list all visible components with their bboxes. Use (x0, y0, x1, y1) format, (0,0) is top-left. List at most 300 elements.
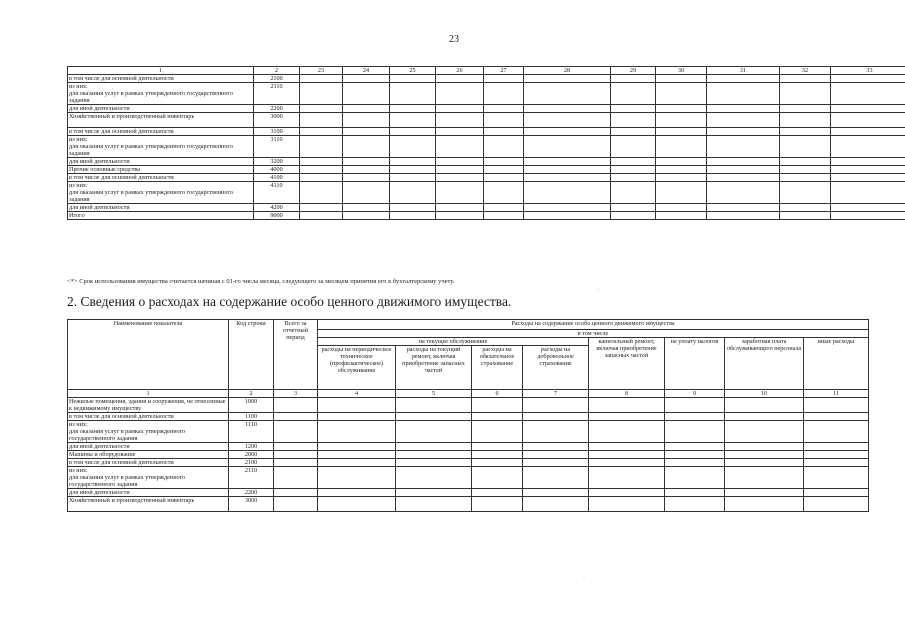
empty-cell (831, 83, 905, 105)
column-number: 10 (725, 390, 804, 398)
empty-cell (725, 497, 804, 512)
table-row (68, 158, 905, 166)
row-label: из них: для оказания услуг в рамках утвержденного государственного задания (68, 136, 254, 158)
empty-cell (472, 467, 523, 489)
empty-cell (390, 182, 436, 204)
section-title: 2. Сведения о расходах на содержание особо ценного движимого имущества. (67, 294, 512, 309)
empty-cell (707, 113, 780, 128)
empty-cell (589, 421, 665, 443)
empty-cell (436, 158, 484, 166)
empty-cell (665, 413, 725, 421)
empty-cell (524, 174, 611, 182)
column-number: 31 (707, 67, 780, 75)
table-row (68, 489, 869, 497)
empty-cell (804, 421, 869, 443)
row-label: для иной деятельности (68, 489, 229, 497)
empty-cell (436, 105, 484, 113)
table-row (68, 83, 905, 105)
empty-cell (523, 421, 589, 443)
row-code: 1000 (229, 398, 274, 413)
empty-cell (656, 204, 707, 212)
empty-cell (318, 459, 396, 467)
empty-cell (707, 212, 780, 220)
column-number: 2 (229, 390, 274, 398)
empty-cell (343, 75, 390, 83)
footnote: <*> Срок использования имущества считается начиная с 01-го числа месяца, следующего за месяцем принятия его к бухгалтерскому учету. (67, 278, 455, 285)
row-code: 3110 (254, 136, 300, 158)
row-label: в том числе для основной деятельности (68, 459, 229, 467)
column-numbers-row (68, 390, 869, 398)
empty-cell (390, 174, 436, 182)
empty-cell (656, 166, 707, 174)
row-code: 3000 (229, 497, 274, 512)
table-row (68, 75, 905, 83)
header-col-salary: заработная плата обслуживающего персонала (725, 338, 804, 390)
empty-cell (274, 398, 318, 413)
empty-cell (780, 83, 831, 105)
row-label: из них: для оказания услуг в рамках утвержденного государственного задания (68, 421, 229, 443)
empty-cell (665, 443, 725, 451)
empty-cell (343, 166, 390, 174)
table-row (68, 182, 905, 204)
empty-cell (396, 459, 472, 467)
row-label: из них: для оказания услуг в рамках утвержденного государственного задания (68, 182, 254, 204)
empty-cell (707, 204, 780, 212)
column-number: 23 (300, 67, 343, 75)
row-label: Хозяйственный и производственный инвентарь (68, 497, 229, 512)
empty-cell (611, 174, 656, 182)
empty-cell (804, 451, 869, 459)
empty-cell (831, 212, 905, 220)
empty-cell (611, 204, 656, 212)
column-number: 6 (472, 390, 523, 398)
row-code: 2100 (254, 75, 300, 83)
empty-cell (804, 489, 869, 497)
row-code: 3100 (254, 128, 300, 136)
empty-cell (524, 204, 611, 212)
empty-cell (656, 136, 707, 158)
empty-cell (343, 128, 390, 136)
empty-cell (780, 105, 831, 113)
empty-cell (472, 421, 523, 443)
row-code: 4000 (254, 166, 300, 174)
empty-cell (804, 413, 869, 421)
empty-cell (390, 75, 436, 83)
empty-cell (436, 212, 484, 220)
empty-cell (656, 128, 707, 136)
header-col-taxes: на уплату налогов (665, 338, 725, 390)
table-row (68, 443, 869, 451)
empty-cell (343, 174, 390, 182)
table-row (68, 174, 905, 182)
empty-cell (831, 136, 905, 158)
empty-cell (524, 113, 611, 128)
empty-cell (274, 459, 318, 467)
empty-cell (472, 413, 523, 421)
row-code: 2200 (229, 489, 274, 497)
scan-mark: · (583, 575, 585, 581)
empty-cell (611, 83, 656, 105)
empty-cell (804, 467, 869, 489)
row-label: Хозяйственный и производственный инвентарь (68, 113, 254, 128)
empty-cell (780, 212, 831, 220)
empty-cell (396, 489, 472, 497)
empty-cell (484, 182, 524, 204)
table-row (68, 413, 869, 421)
empty-cell (436, 166, 484, 174)
empty-cell (656, 212, 707, 220)
row-label: в том числе для основной деятельности (68, 413, 229, 421)
empty-cell (300, 105, 343, 113)
empty-cell (831, 128, 905, 136)
column-number: 4 (318, 390, 396, 398)
table-row (68, 421, 869, 443)
header-row-code: Код строки (229, 320, 274, 390)
empty-cell (589, 497, 665, 512)
row-label: из них: для оказания услуг в рамках утвержденного государственного задания (68, 467, 229, 489)
empty-cell (396, 421, 472, 443)
empty-cell (396, 451, 472, 459)
empty-cell (589, 398, 665, 413)
empty-cell (707, 166, 780, 174)
empty-cell (780, 75, 831, 83)
empty-cell (436, 128, 484, 136)
row-code: 4100 (254, 174, 300, 182)
empty-cell (484, 105, 524, 113)
column-number: 3 (274, 390, 318, 398)
empty-cell (318, 489, 396, 497)
empty-cell (523, 459, 589, 467)
row-code: 2200 (254, 105, 300, 113)
empty-cell (524, 128, 611, 136)
empty-cell (300, 83, 343, 105)
empty-cell (300, 158, 343, 166)
empty-cell (396, 443, 472, 451)
empty-cell (665, 497, 725, 512)
row-code: 1110 (229, 421, 274, 443)
empty-cell (725, 398, 804, 413)
empty-cell (390, 136, 436, 158)
empty-cell (589, 413, 665, 421)
row-code: 9000 (254, 212, 300, 220)
empty-cell (524, 75, 611, 83)
empty-cell (343, 105, 390, 113)
empty-cell (274, 467, 318, 489)
empty-cell (707, 105, 780, 113)
empty-cell (300, 136, 343, 158)
empty-cell (274, 451, 318, 459)
empty-cell (343, 83, 390, 105)
empty-cell (804, 398, 869, 413)
empty-cell (725, 443, 804, 451)
empty-cell (611, 128, 656, 136)
empty-cell (656, 158, 707, 166)
empty-cell (318, 443, 396, 451)
empty-cell (318, 398, 396, 413)
empty-cell (524, 136, 611, 158)
empty-cell (780, 204, 831, 212)
column-number: 33 (831, 67, 905, 75)
column-number: 29 (611, 67, 656, 75)
empty-cell (725, 489, 804, 497)
row-label: в том числе для основной деятельности (68, 75, 254, 83)
row-label: из них: для оказания услуг в рамках утвержденного государственного задания (68, 83, 254, 105)
header-col-other: иные расходы (804, 338, 869, 390)
empty-cell (396, 413, 472, 421)
empty-cell (804, 443, 869, 451)
empty-cell (472, 398, 523, 413)
row-code: 2110 (254, 83, 300, 105)
empty-cell (484, 174, 524, 182)
empty-cell (390, 212, 436, 220)
header-col-capital-repair: капитальный ремонт, включая приобретение запасных частей (589, 338, 665, 390)
column-number: 24 (343, 67, 390, 75)
empty-cell (436, 136, 484, 158)
column-number: 28 (524, 67, 611, 75)
empty-cell (390, 128, 436, 136)
empty-cell (831, 75, 905, 83)
empty-cell (396, 497, 472, 512)
empty-cell (665, 489, 725, 497)
empty-cell (300, 182, 343, 204)
empty-cell (656, 75, 707, 83)
empty-cell (274, 489, 318, 497)
empty-cell (436, 113, 484, 128)
row-label: Нежилые помещения, здания и сооружения, не отнесенные к недвижимому имуществу (68, 398, 229, 413)
empty-cell (274, 443, 318, 451)
table-row (68, 105, 905, 113)
header-col-voluntary-insurance: расходы на добровольное страхование (523, 346, 589, 390)
empty-cell (656, 113, 707, 128)
table-row (68, 204, 905, 212)
column-number: 2 (254, 67, 300, 75)
row-code: 2100 (229, 459, 274, 467)
empty-cell (436, 75, 484, 83)
empty-cell (611, 105, 656, 113)
row-label: для иной деятельности (68, 443, 229, 451)
empty-cell (436, 83, 484, 105)
empty-cell (390, 105, 436, 113)
table-row (68, 497, 869, 512)
table-row (68, 136, 905, 158)
empty-cell (611, 158, 656, 166)
empty-cell (274, 497, 318, 512)
scan-mark: · (597, 287, 599, 293)
row-label: в том числе для основной деятельности (68, 128, 254, 136)
empty-cell (780, 128, 831, 136)
column-number: 5 (396, 390, 472, 398)
empty-cell (524, 182, 611, 204)
empty-cell (274, 421, 318, 443)
empty-cell (665, 451, 725, 459)
page-number: 23 (449, 34, 459, 45)
column-number: 1 (68, 390, 229, 398)
empty-cell (523, 497, 589, 512)
empty-cell (484, 158, 524, 166)
empty-cell (390, 83, 436, 105)
empty-cell (611, 113, 656, 128)
empty-cell (300, 166, 343, 174)
empty-cell (472, 489, 523, 497)
column-number: 25 (390, 67, 436, 75)
header-col-current-repair: расходы на текущий ремонт, включая приобретение запасных частей (396, 346, 472, 390)
empty-cell (707, 136, 780, 158)
empty-cell (831, 166, 905, 174)
empty-cell (831, 182, 905, 204)
empty-cell (665, 467, 725, 489)
empty-cell (804, 459, 869, 467)
empty-cell (611, 212, 656, 220)
expenses-table (67, 319, 869, 512)
empty-cell (318, 467, 396, 489)
row-label: для иной деятельности (68, 204, 254, 212)
empty-cell (472, 497, 523, 512)
row-code: 4200 (254, 204, 300, 212)
empty-cell (523, 443, 589, 451)
empty-cell (523, 413, 589, 421)
empty-cell (780, 182, 831, 204)
row-code: 2000 (229, 451, 274, 459)
column-number: 30 (656, 67, 707, 75)
empty-cell (780, 166, 831, 174)
empty-cell (524, 83, 611, 105)
empty-cell (831, 158, 905, 166)
empty-cell (484, 212, 524, 220)
empty-cell (707, 75, 780, 83)
column-number: 32 (780, 67, 831, 75)
empty-cell (831, 105, 905, 113)
empty-cell (804, 497, 869, 512)
row-code: 2110 (229, 467, 274, 489)
empty-cell (390, 204, 436, 212)
row-code: 4110 (254, 182, 300, 204)
empty-cell (300, 75, 343, 83)
empty-cell (524, 105, 611, 113)
empty-cell (390, 158, 436, 166)
empty-cell (390, 166, 436, 174)
empty-cell (484, 113, 524, 128)
empty-cell (300, 128, 343, 136)
row-code: 1100 (229, 413, 274, 421)
table-row (68, 166, 905, 174)
row-label: для иной деятельности (68, 105, 254, 113)
empty-cell (665, 398, 725, 413)
row-code: 1200 (229, 443, 274, 451)
column-number: 27 (484, 67, 524, 75)
empty-cell (300, 204, 343, 212)
empty-cell (484, 166, 524, 174)
column-number: 1 (68, 67, 254, 75)
column-number: 9 (665, 390, 725, 398)
empty-cell (436, 174, 484, 182)
empty-cell (484, 75, 524, 83)
table-row (68, 459, 869, 467)
empty-cell (611, 75, 656, 83)
empty-cell (780, 158, 831, 166)
header-current-maintenance: на текущее обслуживание (318, 338, 589, 346)
empty-cell (396, 398, 472, 413)
empty-cell (725, 413, 804, 421)
empty-cell (831, 174, 905, 182)
empty-cell (725, 451, 804, 459)
empty-cell (318, 421, 396, 443)
column-number: 8 (589, 390, 665, 398)
empty-cell (318, 451, 396, 459)
empty-cell (780, 113, 831, 128)
empty-cell (589, 451, 665, 459)
empty-cell (707, 182, 780, 204)
table-row (68, 451, 869, 459)
empty-cell (484, 204, 524, 212)
row-label: в том числе для основной деятельности (68, 174, 254, 182)
empty-cell (831, 113, 905, 128)
empty-cell (524, 212, 611, 220)
empty-cell (524, 166, 611, 174)
header-total: Всего за отчетный период (274, 320, 318, 390)
empty-cell (343, 204, 390, 212)
empty-cell (343, 212, 390, 220)
empty-cell (436, 204, 484, 212)
empty-cell (656, 83, 707, 105)
empty-cell (665, 459, 725, 467)
empty-cell (725, 421, 804, 443)
empty-cell (343, 182, 390, 204)
empty-cell (318, 413, 396, 421)
empty-cell (780, 136, 831, 158)
row-code: 3000 (254, 113, 300, 128)
empty-cell (524, 158, 611, 166)
row-label: Итого (68, 212, 254, 220)
row-label: Машины и оборудование (68, 451, 229, 459)
table-row (68, 113, 905, 128)
empty-cell (523, 467, 589, 489)
empty-cell (780, 174, 831, 182)
column-number: 7 (523, 390, 589, 398)
empty-cell (523, 489, 589, 497)
empty-cell (523, 398, 589, 413)
table-row (68, 467, 869, 489)
empty-cell (390, 113, 436, 128)
empty-cell (343, 136, 390, 158)
empty-cell (611, 136, 656, 158)
empty-cell (656, 174, 707, 182)
header-col-periodic: расходы на периодическое техническое (профилактическое) обслуживание (318, 346, 396, 390)
empty-cell (665, 421, 725, 443)
empty-cell (707, 174, 780, 182)
row-code: 3200 (254, 158, 300, 166)
header-expenses: Расходы на содержание особо ценного движимого имущества (318, 320, 869, 330)
empty-cell (484, 83, 524, 105)
row-label: для иной деятельности (68, 158, 254, 166)
empty-cell (274, 413, 318, 421)
fixed-assets-table (67, 66, 905, 220)
empty-cell (611, 182, 656, 204)
empty-cell (656, 105, 707, 113)
empty-cell (725, 459, 804, 467)
empty-cell (589, 489, 665, 497)
empty-cell (523, 451, 589, 459)
table-header-row (68, 67, 905, 75)
empty-cell (343, 158, 390, 166)
column-number: 26 (436, 67, 484, 75)
empty-cell (300, 212, 343, 220)
empty-cell (396, 467, 472, 489)
empty-cell (318, 497, 396, 512)
empty-cell (472, 443, 523, 451)
empty-cell (300, 113, 343, 128)
empty-cell (707, 83, 780, 105)
empty-cell (725, 467, 804, 489)
